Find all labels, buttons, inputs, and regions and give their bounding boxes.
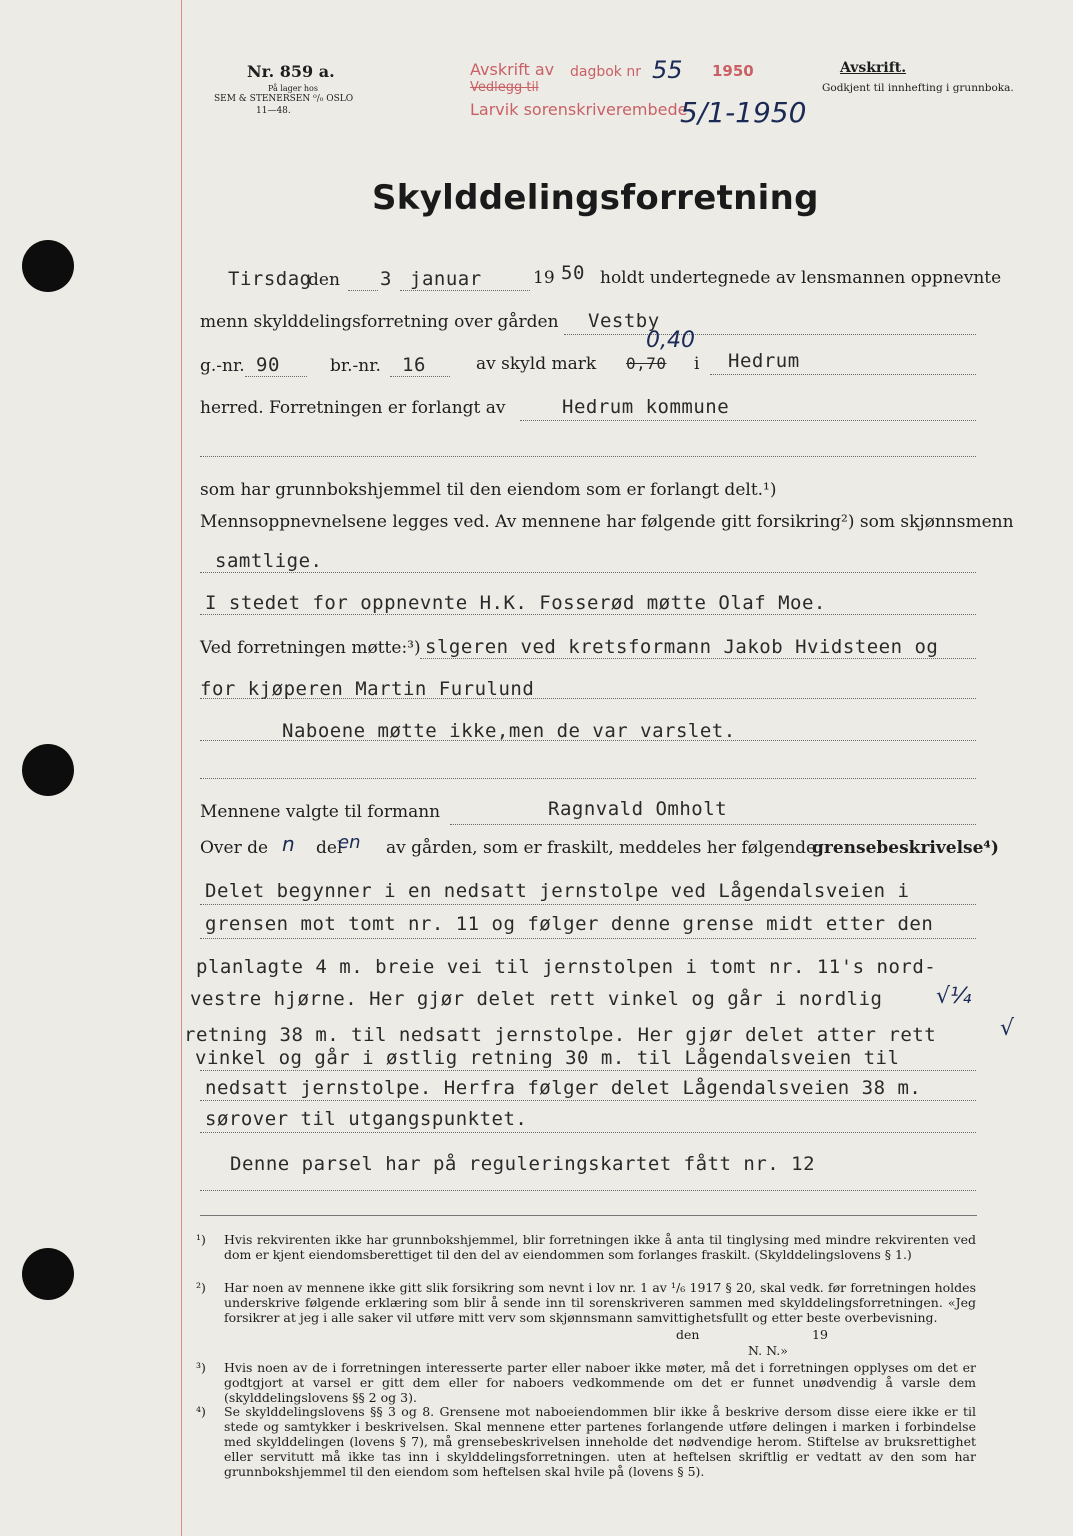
dots [390,376,450,377]
footnote-number: ²) [196,1280,206,1295]
den-label: den [308,270,340,290]
municipality: Hedrum [728,350,800,372]
dots [200,778,976,779]
margin-mark: √ [1000,1016,1015,1041]
skyld-new: 0,40 [646,328,695,353]
description-line: retning 38 m. til nedsatt jernstolpe. Her gjør delet atter rett [184,1024,937,1046]
farm-name: Vestby [588,310,660,332]
footnote [196,1360,976,1408]
dots [200,904,976,905]
journal-year: 1950 [712,62,754,80]
herred-text: herred. Forretningen er forlangt av [200,398,506,418]
year-suffix: 50 [561,262,585,284]
bnr-value: 16 [402,354,426,376]
dots [200,1132,976,1133]
year-prefix: 19 [533,268,555,288]
dots [200,1100,976,1101]
footnote [196,1404,976,1484]
skyld-label: av skyld mark [476,354,597,374]
avskrift-label: Avskrift. [840,60,907,76]
oppnevnelse-text: Mennsoppnevnelsene legges ved. Av mennene har følgende gitt forsikring²) som skjønnsmenn [200,512,1014,532]
attended-line2: for kjøperen Martin Furulund [200,678,535,700]
over-fill-n: n [282,832,295,856]
dots [348,290,378,291]
dots [710,374,976,375]
dots [200,1190,976,1191]
dots [420,658,976,659]
over-label-b: del [316,838,343,858]
line1-text: holdt undertegnede av lensmannen oppnevnte [600,268,1002,288]
dots [200,740,976,741]
footnote [196,1280,976,1360]
description-line: grensen mot tomt nr. 11 og følger denne grense midt etter den [205,913,934,935]
footnote-text: Har noen av mennene ikke gitt slik forsikring som nevnt i lov nr. 1 av ¹/₆ 1917 § 20, skal vedk. før forretningen holdes underskrive følgende erklæring som blir å sende inn til sorenskriveren sammen med skylddelingsforretningen. «Jeg forsikrer at jeg i alle saker vil utføre mitt verv som skjønnsmann samvittighetsfullt og etter beste overbevisning. [224,1280,976,1325]
description-line: Delet begynner i en nedsatt jernstolpe ved Lågendalsveien i [205,880,910,902]
day-filled: Tirsdag [228,268,312,290]
bnr-label: br.-nr. [330,356,381,376]
stamp-court: Larvik sorenskriverembede [470,100,688,119]
godkjent-text: Godkjent til innhefting i grunnboka. [822,82,1014,94]
dots [200,698,976,699]
publisher-line3: 11—48. [256,106,291,116]
margin-rule [181,0,182,1536]
i-label: i [694,354,700,374]
dots [200,456,976,457]
margin-mark: √¼ [936,984,972,1009]
stamp-vedlegg-til: Vedlegg til [470,80,539,95]
footnote-text: Se skylddelingslovens §§ 3 og 8. Grensene mot naboeiendommen blir ikke å beskrive dersom disse eiere ikke er til stede og samtykker i beskrivelsen. Skal mennene etter partenes forlangende utføre delingen i marken i forbindelse med skylddelingen (lovens § 7), må grensebeskrivelsen inneholde det nødvendige herom. Stiftelse av bruksrettighet eller servitutt må ikke tas inn i skylddelingsforretningen. uten at heftelsen skriftlig er vedtatt av den som har grunnbokshjemmel til den eiendom som heftelsen skal hvile på (lovens § 5). [224,1404,976,1479]
dots [564,334,976,335]
publisher-line1: På lager hos [268,84,318,93]
line2-text: menn skylddelingsforretning over gården [200,312,559,332]
requested-by: Hedrum kommune [562,396,730,418]
footnote2-signature: N. N.» [748,1343,788,1358]
date-day: 3 [380,268,392,290]
over-label-c: av gården, som er fraskilt, meddeles her følgende [386,838,817,858]
journal-number: 55 [652,56,683,84]
over-label-bold: grensebeskrivelse⁴) [812,838,999,858]
punch-hole-top [22,240,74,292]
punch-hole-middle [22,744,74,796]
footnote-number: ⁴) [196,1404,206,1419]
chairman-label: Mennene valgte til formann [200,802,441,822]
description-line: nedsatt jernstolpe. Herfra følger delet Lågendalsveien 38 m. [205,1077,922,1099]
description-line: vestre hjørne. Her gjør delet rett vinkel og går i nordlig [190,988,883,1010]
footnote2-year: 19 [812,1327,828,1342]
stamp-dagbok-nr: dagbok nr [570,64,641,80]
handwritten-date: 5/1-1950 [680,96,807,129]
chairman-name: Ragnvald Omholt [548,798,728,820]
dots [200,1070,976,1071]
dots [200,572,976,573]
footnote-rule [200,1215,977,1216]
insured-men: samtlige. [215,550,323,572]
stamp-avskrift-av: Avskrift av [470,60,555,79]
form-number: Nr. 859 a. [247,62,335,81]
footnote2-den: den [676,1327,700,1342]
attended-line3: Naboene møtte ikke,men de var varslet. [282,720,736,742]
replacement-line: I stedet for oppnevnte H.K. Fosserød møtte Olaf Moe. [205,592,826,614]
dots [400,290,530,291]
dots [245,376,307,377]
over-fill-en: en [338,832,361,853]
footnote-text: Hvis noen av de i forretningen interesserte parter eller naboer ikke møter, må det i forretningen opplyses om det er godtgjort at varsel er gitt dem eller for naboers vedkommende om det er funnet unødvendig å varsle dem (skylddelingslovens §§ 2 og 3). [224,1360,976,1405]
over-label-a: Over de [200,838,269,858]
footnote-text: Hvis rekvirenten ikke har grunnbokshjemmel, blir forretningen ikke å anta til tinglysing med mindre rekvirenten ved dom er kjent eiendomsberettiget til den del av eiendommen som forlanges fraskilt. (Skylddelingslovens § 1.) [224,1232,976,1262]
dots [200,614,976,615]
date-month: januar [410,268,482,290]
dots [200,938,976,939]
footnote-number: ³) [196,1360,206,1375]
footnote-number: ¹) [196,1232,206,1247]
gnr-label: g.-nr. [200,356,245,376]
attended-line1: slgeren ved kretsformann Jakob Hvidsteen og [425,636,939,658]
description-line: planlagte 4 m. breie vei til jernstolpen i tomt nr. 11's nord- [196,956,937,978]
skyld-old: 0,70 [626,354,667,373]
publisher-line2: SEM & STENERSEN ⁰/₀ OSLO [214,94,354,104]
description-line: vinkel og går i østlig retning 30 m. til Lågendalsveien til [195,1047,900,1069]
attended-label: Ved forretningen møtte:³) [200,638,421,658]
description-line: Denne parsel har på reguleringskartet fått nr. 12 [230,1153,816,1175]
description-line: sørover til utgangspunktet. [205,1108,528,1130]
punch-hole-bottom [22,1248,74,1300]
document-title: Skylddelingsforretning [372,178,819,218]
dots [520,420,976,421]
dots [450,824,976,825]
gnr-value: 90 [256,354,280,376]
grunnbok-text: som har grunnbokshjemmel til den eiendom som er forlangt delt.¹) [200,480,777,500]
